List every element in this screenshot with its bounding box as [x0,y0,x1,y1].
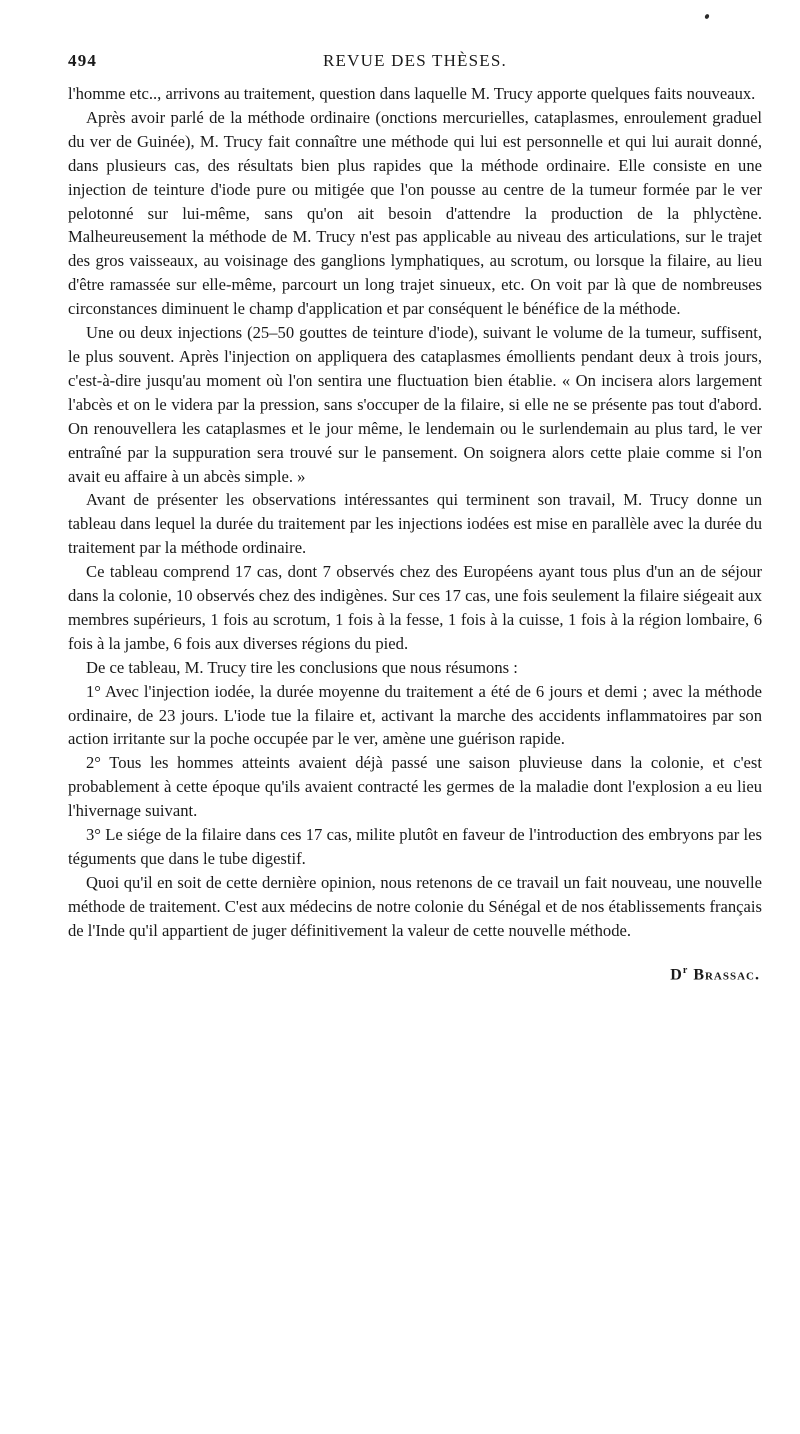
running-title: REVUE DES THÈSES. [323,51,507,70]
author-name: Brassac. [693,965,760,983]
paragraph: l'homme etc.., arrivons au traitement, question dans laquelle M. Trucy apporte quelques faits nouveaux. [68,84,756,103]
conclusion-item: 3° Le siége de la filaire dans ces 17 cas, milite plutôt en faveur de l'introduction des embryons par les téguments que dans le tube digestif. [68,825,762,868]
author-signature [68,965,762,984]
page-number: 494 [68,51,98,70]
paragraph: Une ou deux injections (25–50 gouttes de teinture d'iode), suivant le volume de la tumeur, suffisent, le plus souvent. Après l'injection on appliquera des cataplasmes émollients pendant deux à trois jours, c'est-à-dire jusqu'au moment où l'on sentira une fluctuation bien établie. « On incisera alors largement l'abcès et on le videra par la pression, sans s'occuper de la filaire, si elle ne se présente pas tout d'abord. On renouvellera les cataplasmes et le jour même, le lendemain ou le surlendemain au plus tard, le ver entraîné par la suppuration sera trouvé sur le pansement. On soignera alors cette plaie comme si l'on avait eu affaire à un abcès simple. » [68,323,762,486]
conclusion-item: 1° Avec l'injection iodée, la durée moyenne du traitement a été de 6 jours et demi ; avec la méthode ordinaire, de 23 jours. L'iode tue la filaire et, activant la marche des accidents inflammatoires par son action irritante sur la poche occupée par le ver, amène une guérison rapide. [68,681,762,749]
paragraph: Après avoir parlé de la méthode ordinaire (onctions mercurielles, cataplasmes, enroulement graduel du ver de Guinée), M. Trucy fait connaître une méthode qui lui est personnelle et qui lui aurait donné, dans plusieurs cas, des résultats bien plus rapides que la méthode ordinaire. Elle consiste en une injection de teinture d'iode pure ou mitigée que l'on pousse au centre de la tumeur formée par le ver pelotonné sur lui-même, sans qu'on ait besoin d'attendre la production de la phlyctène. Malheureusement la méthode de M. Trucy n'est pas applicable au niveau des articulations, sur le trajet des gros vaisseaux, au voisinage des ganglions lymphatiques, au scrotum, ou lorsque la filaire, au lieu d'être ramassée sur elle-même, parcourt un long trajet sinueux, etc. On voit par là que de nombreuses circonstances diminuent le champ d'application et par conséquent le bénéfice de la méthode. [68,107,762,319]
paragraph: De ce tableau, M. Trucy tire les conclusions que nous résumons : [86,657,518,677]
article-body [68,82,762,943]
ink-speck [704,13,710,19]
page-header [68,44,762,78]
paragraph: Ce tableau comprend 17 cas, dont 7 observés chez des Européens ayant tous plus d'un an de séjour dans la colonie, 10 observés chez des indigènes. Sur ces 17 cas, une fois seulement la filaire siégeait aux membres supérieurs, 1 fois au scrotum, 1 fois à la fesse, 1 fois à la cuisse, 1 fois à la région lombaire, 6 fois à la jambe, 6 fois aux diverses régions du pied. [68,562,762,653]
author-title-sup: r [682,964,689,976]
paragraph: Quoi qu'il en soit de cette dernière opinion, nous retenons de ce travail un fait nouveau, une nouvelle méthode de traitement. C'est aux médecins de notre colonie du Sénégal et de nos établissements français de l'Inde qu'il appartient de juger définitivement la valeur de cette nouvelle méthode. [68,872,762,940]
conclusion-item: 2° Tous les hommes atteints avaient déjà passé une saison pluvieuse dans la colonie, et c'est probablement à cette époque qu'ils avaient contracté les germes de la maladie dont l'explosion a eu lieu l'hivernage suivant. [68,753,762,821]
page [68,44,762,984]
paragraph: Avant de présenter les observations intéressantes qui terminent son travail, M. Trucy donne un tableau dans lequel la durée du traitement par les injections iodées est mise en parallèle avec la durée du traitement par la méthode ordinaire. [68,490,762,558]
author-title: D [670,965,683,983]
